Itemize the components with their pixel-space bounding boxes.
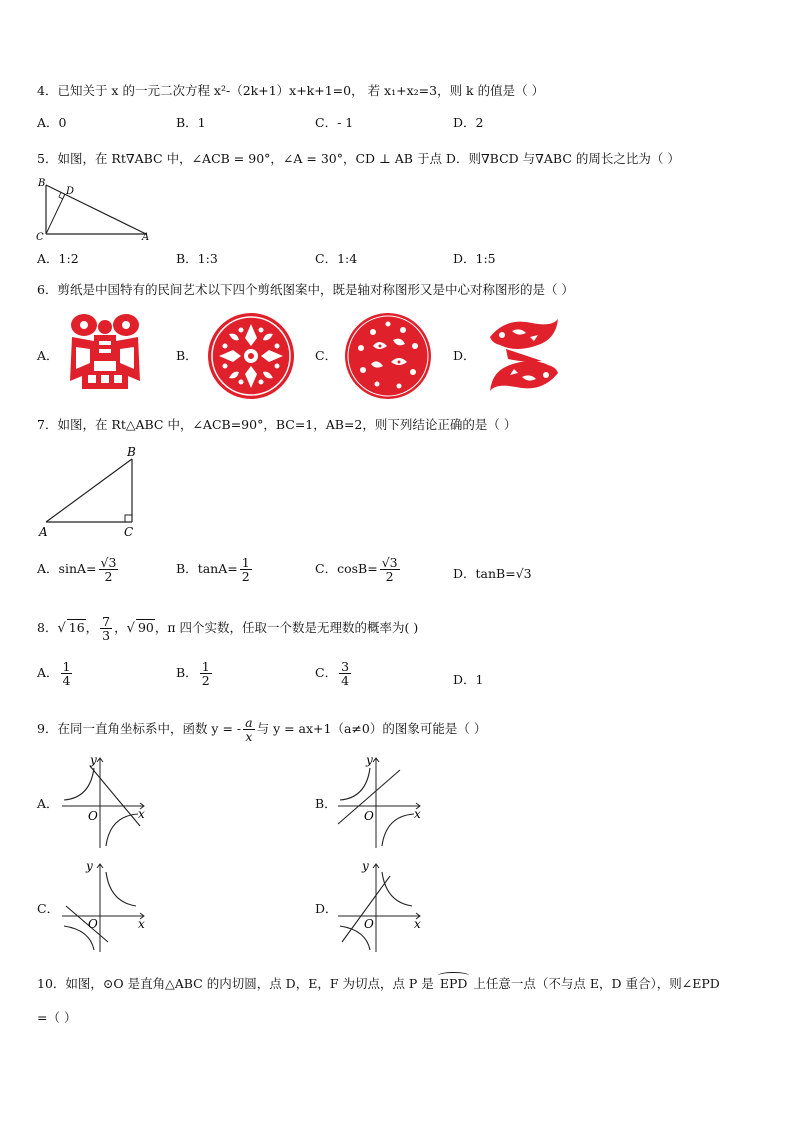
- papercut-fish-figure-image: [64, 311, 146, 393]
- q9b-origin-label: O: [364, 809, 374, 823]
- q8-option-c: C． $\frac{3}{4}$: [315, 659, 350, 688]
- papercut-floral-circle-image: [343, 312, 433, 400]
- q7-label-c: C: [124, 525, 134, 539]
- q10-line1: 10．如图，⊙O 是直角△ABC 的内切圆，点 D，E，F 为切点，点 P 是 EPD 上任意一点（不与点 E，D 重合），则∠EPD: [37, 976, 720, 992]
- q4-option-a: A．0: [37, 115, 67, 130]
- q5-label-b: B: [38, 178, 46, 189]
- q9c-x-label: x: [138, 917, 145, 931]
- q6-option-b-letter: B．: [176, 348, 198, 363]
- q5-option-a: A．1:2: [37, 251, 79, 266]
- q9c-y-label: y: [86, 859, 93, 873]
- q5-label-c: C: [36, 232, 44, 243]
- q9a-x-label: x: [138, 807, 145, 821]
- q5-option-b: B．1:3: [176, 251, 218, 266]
- q6-option-d-letter: D．: [453, 348, 476, 363]
- q4-option-d: D．2: [453, 115, 484, 130]
- q4-stem: 4．已知关于 x 的一元二次方程 x²-（2k+1）x+k+1=0， 若 x₁+x₂=3，则 k 的值是（ ）: [37, 83, 545, 98]
- q5-label-a: A: [142, 232, 150, 243]
- q6-option-c-letter: C．: [315, 348, 338, 363]
- q5-option-c: C．1:4: [315, 251, 358, 266]
- q9-graph-c: [60, 856, 152, 954]
- q7-option-a: A．sinA= $\frac{√3}{2}$: [37, 555, 117, 584]
- q9-option-b-letter: B．: [315, 796, 337, 811]
- papercut-twin-fish-image: [486, 315, 562, 395]
- q9-stem: 9．在同一直角坐标系中，函数 y = - $\frac{a}{x}$ 与 y = ax+1（a≠0）的图象可能是（ ）: [37, 715, 487, 744]
- q5-triangle-figure: [34, 176, 154, 244]
- q7-option-c: C．cosB= $\frac{√3}{2}$: [315, 555, 398, 584]
- q4-option-b: B．1: [176, 115, 206, 130]
- q7-triangle-figure: [34, 441, 146, 541]
- q9-graph-d: [336, 856, 428, 954]
- q7-stem: 7．如图，在 Rt△ABC 中，∠ACB=90°，BC=1，AB=2，则下列结论正确的是（ ）: [37, 417, 517, 432]
- q9a-origin-label: O: [88, 809, 98, 823]
- q9b-y-label: y: [366, 753, 373, 767]
- q10-arc-epd: EPD: [440, 976, 468, 992]
- q8-option-d: D．1: [453, 672, 484, 687]
- q7-option-d: D．tanB=√3: [453, 566, 532, 581]
- q9-option-d-letter: D．: [315, 901, 338, 916]
- q9a-y-label: y: [90, 753, 97, 767]
- arc-icon: [438, 972, 470, 979]
- q9-graph-a: [60, 752, 152, 850]
- q9d-y-label: y: [362, 859, 369, 873]
- q5-label-d: D: [66, 186, 75, 197]
- q9d-x-label: x: [414, 917, 421, 931]
- q5-stem: 5．如图，在 Rt∇ABC 中，∠ACB = 90°，∠A = 30°，CD ⊥ AB 于点 D．则∇BCD 与∇ABC 的周长之比为（ ）: [37, 151, 680, 166]
- q5-option-d: D．1:5: [453, 251, 496, 266]
- q9c-origin-label: O: [88, 917, 98, 931]
- q10-line2: =（ ）: [37, 1010, 77, 1025]
- q8-stem: 8．√ 16， $\frac{7}{3}$ ，√ 90，π 四个实数，任取一个数是无理数的概率为( ): [37, 614, 419, 643]
- q6-stem: 6．剪纸是中国特有的民间艺术以下四个剪纸图案中，既是轴对称图形又是中心对称图形的是（ ）: [37, 282, 574, 297]
- q8-option-a: A． $\frac{1}{4}$: [37, 659, 71, 688]
- q6-option-a-letter: A．: [37, 348, 59, 363]
- q7-label-a: A: [39, 525, 48, 539]
- q4-option-c: C．- 1: [315, 115, 354, 130]
- q8-option-b: B． $\frac{1}{2}$: [176, 659, 210, 688]
- q7-option-b: B．tanA= $\frac{1}{2}$: [176, 555, 250, 584]
- papercut-symmetric-circle-image: [207, 312, 295, 400]
- q7-label-b: B: [127, 445, 136, 459]
- q9b-x-label: x: [414, 807, 421, 821]
- q9d-origin-label: O: [364, 917, 374, 931]
- q9-option-c-letter: C．: [37, 901, 60, 916]
- q9-option-a-letter: A．: [37, 796, 59, 811]
- q9-graph-b: [336, 752, 428, 850]
